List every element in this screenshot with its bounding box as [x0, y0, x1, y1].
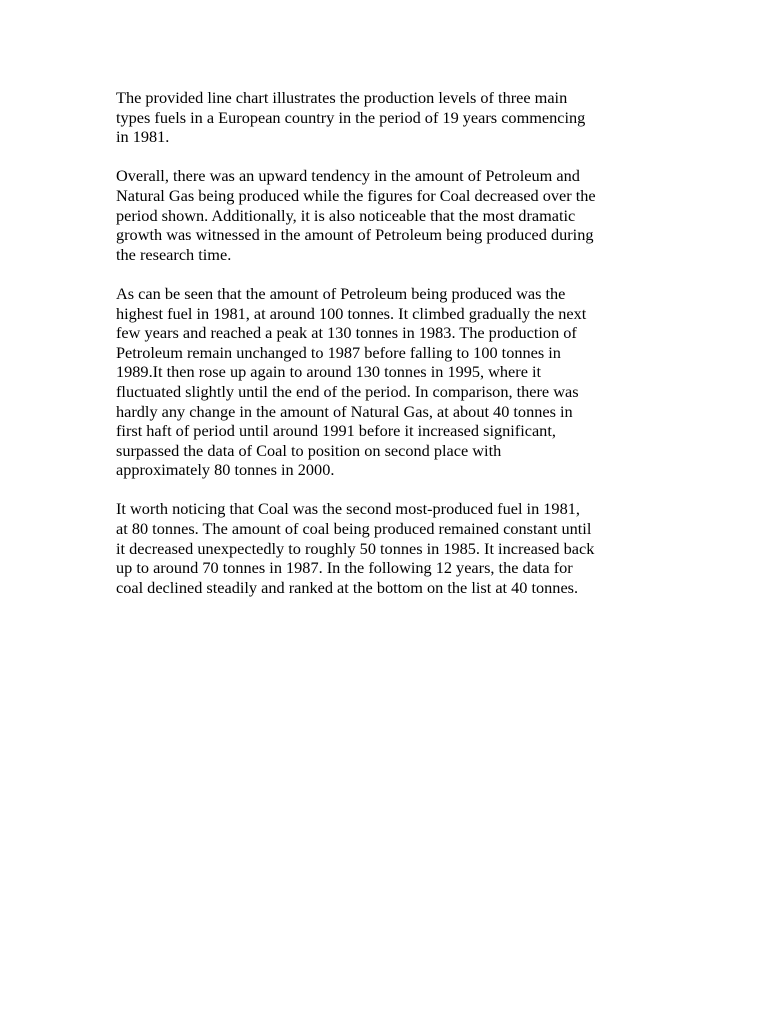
petroleum-gas-paragraph: As can be seen that the amount of Petroleum being produced was the highest fuel in 1981, at around 100 tonnes. It climbed gradually the next few years and reached a peak at 130 tonnes in 1983. The production of Petroleum remain unchanged to 1987 before falling to 100 tonnes in 1989.It then rose up again to around 130 tonnes in 1995, where it fluctuated slightly until the end of the period. In comparison, there was hardly any change in the amount of Natural Gas, at about 40 tonnes in first haft of period until around 1991 before it increased significant, surpassed the data of Coal to position on second place with approximately 80 tonnes in 2000.	[116, 283, 587, 480]
overview-paragraph: Overall, there was an upward tendency in the amount of Petroleum and Natural Gas being produced while the figures for Coal decreased over the period shown. Additionally, it is also noticeable that the most dramatic growth was witnessed in the amount of Petroleum being produced during the research time.	[116, 166, 596, 264]
coal-paragraph: It worth noticing that Coal was the second most-produced fuel in 1981, at 80 tonnes. The amount of coal being produced remained constant until it decreased unexpectedly to roughly 50 tonnes in 1985. It increased back up to around 70 tonnes in 1987. In the following 12 years, the data for coal declined steadily and ranked at the bottom on the list at 40 tonnes.	[116, 499, 595, 597]
essay-body	[116, 88, 656, 597]
introduction-paragraph: The provided line chart illustrates the production levels of three main types fuels in a European country in the period of 19 years commencing in 1981.	[116, 88, 586, 147]
